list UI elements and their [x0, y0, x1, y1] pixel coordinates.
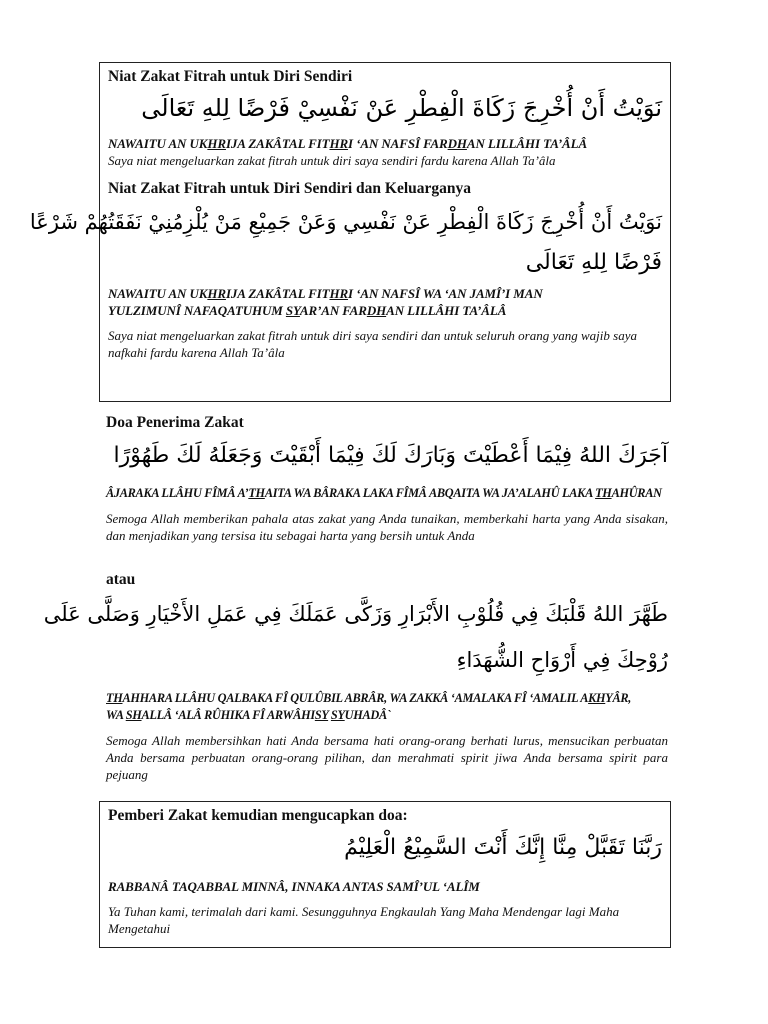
atau-arabic-line1: طَهَّرَ اللهُ قَلْبَكَ فِي قُلُوْبِ الأَبْرَارِ وَزَكَّى عَمَلَكَ فِي عَمَلِ الأَخْيَارِ وَصَلَّى عَلَى [43, 602, 668, 626]
niat-family-transliteration-line1: NAWAITU AN UKHRIJA ZAKÂTAL FITHRI ‘AN NAFSÎ WA ‘AN JAMÎ’I MAN [108, 286, 543, 301]
atau-arabic-line2: رُوْحِكَ فِي أَرْوَاحِ الشُّهَدَاءِ [456, 648, 668, 672]
pemberi-zakat-meaning: Ya Tuhan kami, terimalah dari kami. Sesungguhnya Engkaulah Yang Maha Mendengar lagi Maha Mengetahui [108, 904, 620, 936]
doa-penerima-arabic: آجَرَكَ اللهُ فِيْمَا أَعْطَيْتَ وَبَارَكَ لَكَ فِيْمَا أَبْقَيْتَ وَجَعَلَهُ لَكَ طَهُوْرًا [113, 443, 668, 468]
niat-family-transliteration-line2: YULZIMUNÎ NAFAQATUHUM SYAR’AN FARDHAN LILLÂHI TA’ÂLÂ [108, 303, 507, 318]
doa-penerima-section [106, 413, 668, 544]
niat-box [29, 62, 671, 402]
niat-self-arabic: نَوَيْتُ أَنْ أُخْرِجَ زَكَاةَ الْفِطْرِ عَنْ نَفْسِيْ فَرْضًا لِلهِ تَعَالَى [141, 94, 662, 122]
atau-transliteration-line2: WA SHALLÂ ‘ALÂ RÛHIKA FÎ ARWÂHISY SYUHADÂ` [106, 708, 391, 722]
atau-meaning: Semoga Allah membersihkan hati Anda bersama hati orang-orang berhati lurus, mensucikan perbuatan Anda bersama perbuatan orang-orang pilihan, dan merahmati spirit jiwa Anda bersama spirit para pejuang [106, 733, 668, 782]
pemberi-zakat-transliteration: RABBANÂ TAQABBAL MINNÂ, INNAKA ANTAS SAMÎ’UL ‘ALÎM [108, 879, 480, 894]
doa-penerima-meaning: Semoga Allah memberikan pahala atas zakat yang Anda tunaikan, memberkahi harta yang Anda sisakan, dan menjadikan yang tersisa itu sebagai harta yang bersih untuk Anda [106, 511, 668, 543]
pemberi-zakat-title: Pemberi Zakat kemudian mengucapkan doa: [108, 807, 408, 824]
niat-self-transliteration: NAWAITU AN UKHRIJA ZAKÂTAL FITHRI ‘AN NAFSÎ FARDHAN LILLÂHI TA’ÂLÂ [108, 136, 588, 151]
niat-family-meaning: Saya niat mengeluarkan zakat fitrah untuk diri saya sendiri dan untuk seluruh orang yang wajib saya nafkahi fardu karena Allah Ta’âla [108, 328, 637, 360]
pemberi-zakat-box [99, 801, 671, 948]
atau-transliteration-line1: THAHHARA LLÂHU QALBAKA FÎ QULÛBIL ABRÂR, WA ZAKKÂ ‘AMALAKA FÎ ‘AMALIL AKHYÂR, [106, 691, 632, 705]
doa-penerima-title: Doa Penerima Zakat [106, 414, 244, 431]
niat-family-arabic-line1: نَوَيْتُ أَنْ أُخْرِجَ زَكَاةَ الْفِطْرِ عَنْ نَفْسِي وَعَنْ جَمِيْعِ مَنْ يُلْزِمُنِيْ نَفَقَتُهُمْ شَرْعًا [29, 210, 662, 234]
doa-penerima-transliteration: ÂJARAKA LLÂHU FÎMÂ A’THAITA WA BÂRAKA LAKA FÎMÂ ABQAITA WA JA’ALAHÛ LAKA THAHÛRAN [106, 486, 662, 500]
atau-section [43, 570, 668, 783]
niat-self-meaning: Saya niat mengeluarkan zakat fitrah untuk diri saya sendiri fardu karena Allah Ta’âla [108, 153, 556, 168]
pemberi-zakat-arabic: رَبَّنَا تَقَبَّلْ مِنَّا إِنَّكَ أَنْتَ السَّمِيْعُ الْعَلِيْمُ [344, 835, 662, 860]
atau-title: atau [106, 571, 136, 588]
niat-family-arabic-line2: فَرْضًا لِلهِ تَعَالَى [525, 250, 662, 275]
niat-self-title: Niat Zakat Fitrah untuk Diri Sendiri [108, 68, 353, 85]
niat-family-title: Niat Zakat Fitrah untuk Diri Sendiri dan Keluarganya [108, 180, 472, 197]
